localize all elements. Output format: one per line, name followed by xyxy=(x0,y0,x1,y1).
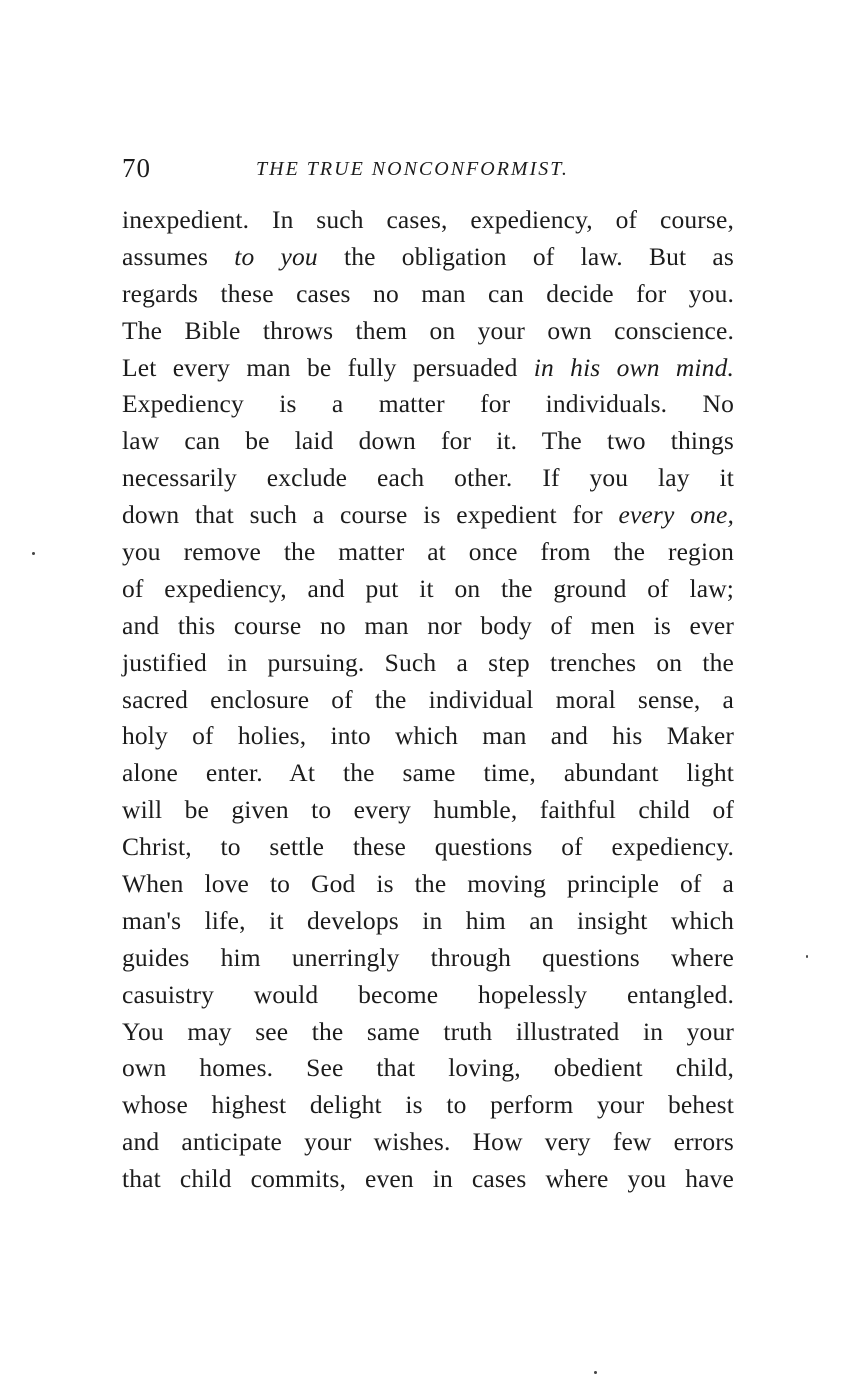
text-segment: Christ, to settle these questions of expediency. xyxy=(122,832,734,862)
text-line xyxy=(122,497,734,534)
text-segment: holy of holies, into which man and his Maker xyxy=(122,721,734,751)
text-line xyxy=(122,1124,734,1161)
text-segment: The Bible throws them on your own conscience. xyxy=(122,315,734,345)
text-line xyxy=(122,386,734,423)
text-line xyxy=(122,276,734,313)
text-line xyxy=(122,792,734,829)
text-segment: of expediency, and put it on the ground of law; xyxy=(122,573,734,603)
text-line xyxy=(122,1161,734,1198)
text-line xyxy=(122,1050,734,1087)
text-segment: down that such a course is expedient for xyxy=(122,500,619,530)
italic-phrase: to you xyxy=(234,241,318,271)
running-head-title: THE TRUE NONCONFORMIST. xyxy=(256,158,569,180)
body-text xyxy=(122,202,734,1198)
print-speck xyxy=(32,552,35,555)
text-segment: and this course no man nor body of men is ever xyxy=(122,610,734,640)
text-line xyxy=(122,608,734,645)
text-line xyxy=(122,682,734,719)
text-line xyxy=(122,350,734,387)
italic-phrase: in his own mind. xyxy=(533,352,734,382)
text-segment: own homes. See that loving, obedient child, xyxy=(122,1053,734,1083)
text-segment: alone enter. At the same time, abundant light xyxy=(122,758,734,788)
text-line xyxy=(122,1014,734,1051)
text-line xyxy=(122,1087,734,1124)
text-line xyxy=(122,645,734,682)
text-segment: justified in pursuing. Such a step trenches on the xyxy=(122,647,734,677)
text-line xyxy=(122,423,734,460)
text-line xyxy=(122,829,734,866)
text-segment: casuistry would become hopelessly entangled. xyxy=(122,979,734,1009)
text-segment: Let every man be fully persuaded xyxy=(122,352,534,382)
text-line xyxy=(122,755,734,792)
text-line xyxy=(122,940,734,977)
text-line xyxy=(122,571,734,608)
text-segment: law can be laid down for it. The two things xyxy=(122,426,734,456)
running-head xyxy=(122,150,734,190)
text-segment: and anticipate your wishes. How very few errors xyxy=(122,1127,734,1157)
text-segment: inexpedient. In such cases, expediency, of course, xyxy=(122,205,734,234)
text-segment: sacred enclosure of the individual moral sense, a xyxy=(122,684,734,714)
text-segment: whose highest delight is to perform your behest xyxy=(122,1090,734,1120)
text-line xyxy=(122,718,734,755)
page-number: 70 xyxy=(122,153,151,183)
text-segment: guides him unerringly through questions where xyxy=(122,942,734,972)
text-segment: that child commits, even in cases where you have xyxy=(122,1164,734,1194)
text-line xyxy=(122,313,734,350)
text-line xyxy=(122,977,734,1014)
text-segment: regards these cases no man can decide for you. xyxy=(122,278,734,308)
text-segment: necessarily exclude each other. If you lay it xyxy=(122,463,734,493)
text-segment: will be given to every humble, faithful child of xyxy=(122,795,734,825)
print-speck xyxy=(594,1371,597,1374)
text-line xyxy=(122,866,734,903)
text-line xyxy=(122,534,734,571)
print-speck xyxy=(806,955,808,958)
text-segment: the obligation of law. But as xyxy=(317,241,734,271)
italic-phrase: every one, xyxy=(618,500,735,530)
text-segment: assumes xyxy=(122,241,235,271)
text-line xyxy=(122,460,734,497)
text-line xyxy=(122,903,734,940)
text-segment: You may see the same truth illustrated in your xyxy=(122,1016,734,1046)
text-segment: man's life, it develops in him an insight which xyxy=(122,905,734,935)
text-segment: When love to God is the moving principle of a xyxy=(122,869,734,899)
text-line xyxy=(122,202,734,239)
text-segment: Expediency is a matter for individuals. No xyxy=(122,389,734,419)
text-segment: you remove the matter at once from the region xyxy=(122,537,734,567)
text-line xyxy=(122,239,734,276)
